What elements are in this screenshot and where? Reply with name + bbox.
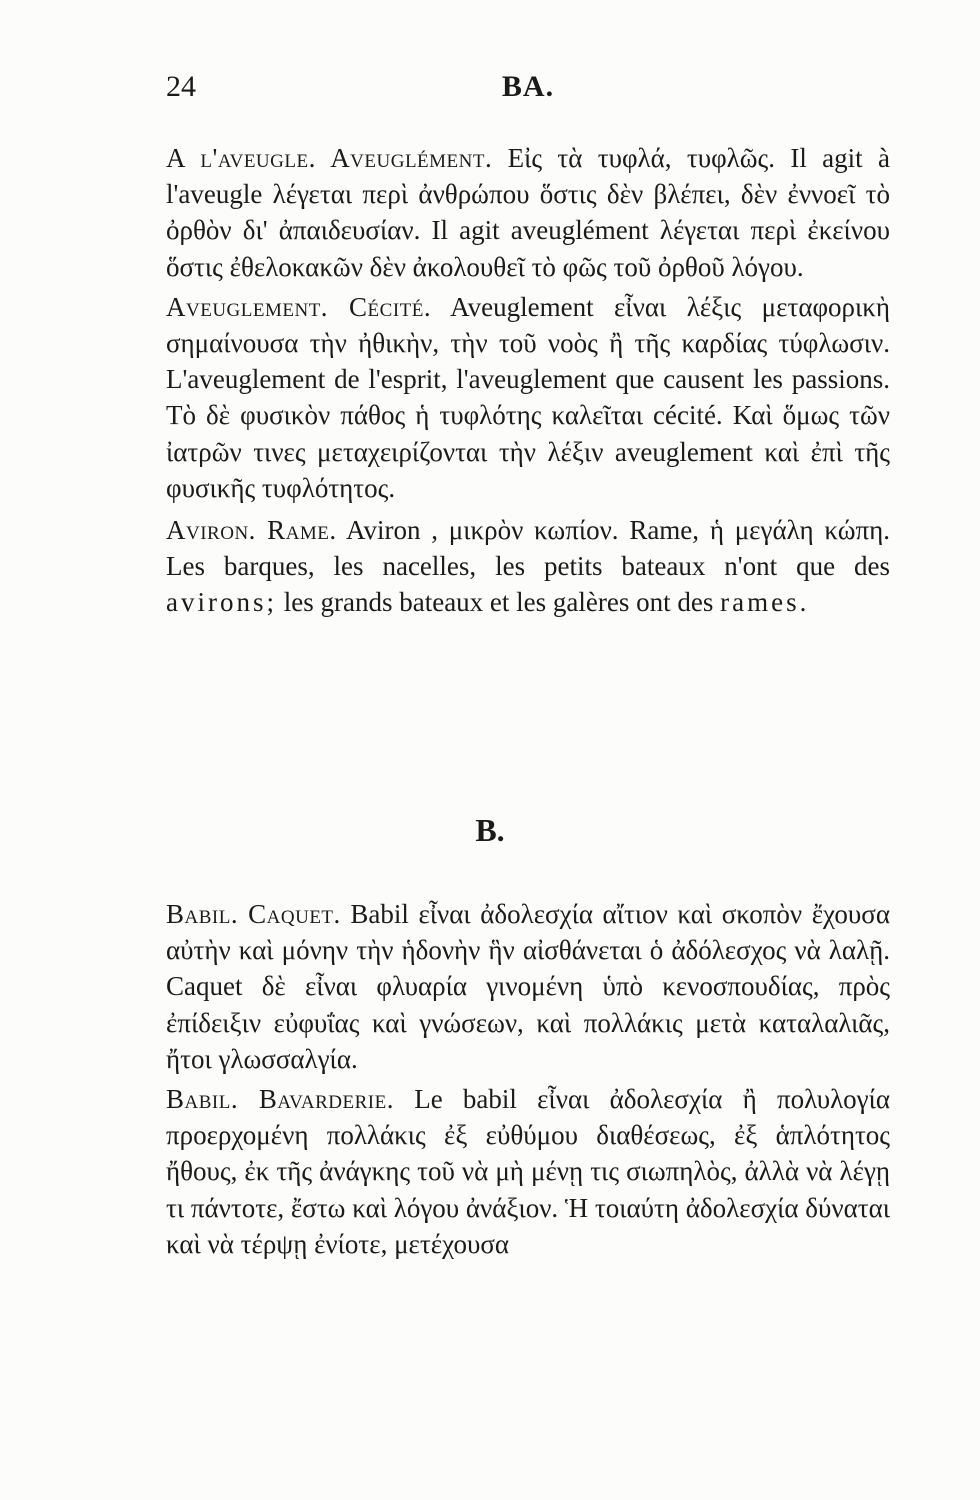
entry-body: Aviron , μικρὸν κωπίον. Rame, ἡ μεγάλη κώπη. Les barques, les nacelles, les petits bateaux n'ont que des (166, 515, 890, 582)
entry-body: Babil εἶναι ἀδολεσχία αἴτιον καὶ σκοπὸν ἔχουσα αὐτὴν καὶ μόνην τὴν ἡδονὴν ἣν αἰσθάνεται ὁ ἀδόλεσχος νὰ λαλῇ. Caquet δὲ εἶναι φλυαρία γινομένη ὑπὸ κενοσπουδίας, πρὸς ἐπίδειξιν εὐφυΐας καὶ γνώσεων, καὶ πολλάκις μετὰ καταλαλιᾶς, ἤτοι γλωσσαλγία. (166, 899, 890, 1074)
entry-aviron (166, 512, 890, 621)
text-block-lower (166, 896, 890, 1262)
text-block-upper (166, 140, 890, 621)
entry-babil-bavarderie (166, 1081, 890, 1262)
entry-body: Aveuglement εἶναι λέξις μεταφορικὴ σημαίνουσα τὴν ἠθικὴν, τὴν τοῦ νοὸς ἢ τῆς καρδίας τύφλωσιν. L'aveuglement de l'esprit, l'aveuglement que causent les passions. Τὸ δὲ φυσικὸν πάθος ἡ τυφλότης καλεῖται cécité. Καὶ ὅμως τῶν ἰατρῶν τινες μεταχειρίζονται τὴν λέξιν aveuglement καὶ ἐπὶ τῆς φυσικῆς τυφλότητος. (166, 291, 891, 503)
entry-emphasis: rames. (720, 587, 810, 618)
page-header (166, 70, 890, 110)
entry-headword: Babil. Bavarderie. (166, 1084, 394, 1115)
entry-headword: Babil. Caquet. (166, 899, 341, 929)
entry-headword: A l'aveugle. Aveuglément. (166, 143, 493, 173)
page-number: 24 (166, 70, 196, 103)
entry-babil-caquet (166, 896, 890, 1077)
section-letter: Β. (475, 812, 505, 848)
entry-a-laveugle (166, 140, 890, 285)
entry-aveuglement (166, 289, 890, 506)
entry-body: Εἰς τὰ τυφλά, τυφλῶς. Il agit à l'aveugle λέγεται περὶ ἀνθρώπου ὅστις δὲν βλέπει, δὲν ἐννοεῖ τὸ ὀρθὸν δι' ἀπαιδευσίαν. Il agit aveuglément λέγεται περὶ ἐκείνου ὅστις ἐθελοκακῶν δὲν ἀκολουθεῖ τὸ φῶς τοῦ ὀρθοῦ λόγου. (166, 143, 890, 282)
entry-emphasis: avirons; (166, 587, 277, 618)
entry-headword: Aviron. Rame. (166, 515, 337, 546)
entry-body: Le babil εἶναι ἀδολεσχία ἢ πολυλογία προερχομένη πολλάκις ἐξ εὐθύμου διαθέσεως, ἐξ ἁπλότητος ἤθους, ἐκ τῆς ἀνάγκης τοῦ νὰ μὴ μένῃ τις σιωπηλὸς, ἀλλὰ νὰ λέγῃ τι πάντοτε, ἔστω καὶ λόγου ἀνάξιον. Ἡ τοιαύτη ἀδολεσχία δύναται καὶ νὰ τέρψῃ ἐνίοτε, μετέχουσα (166, 1084, 891, 1259)
entry-body: les grands bateaux et les galères ont des (283, 587, 714, 618)
running-head: ΒΑ. (501, 70, 555, 103)
entry-headword: Aveuglement. Cécité. (166, 291, 432, 322)
